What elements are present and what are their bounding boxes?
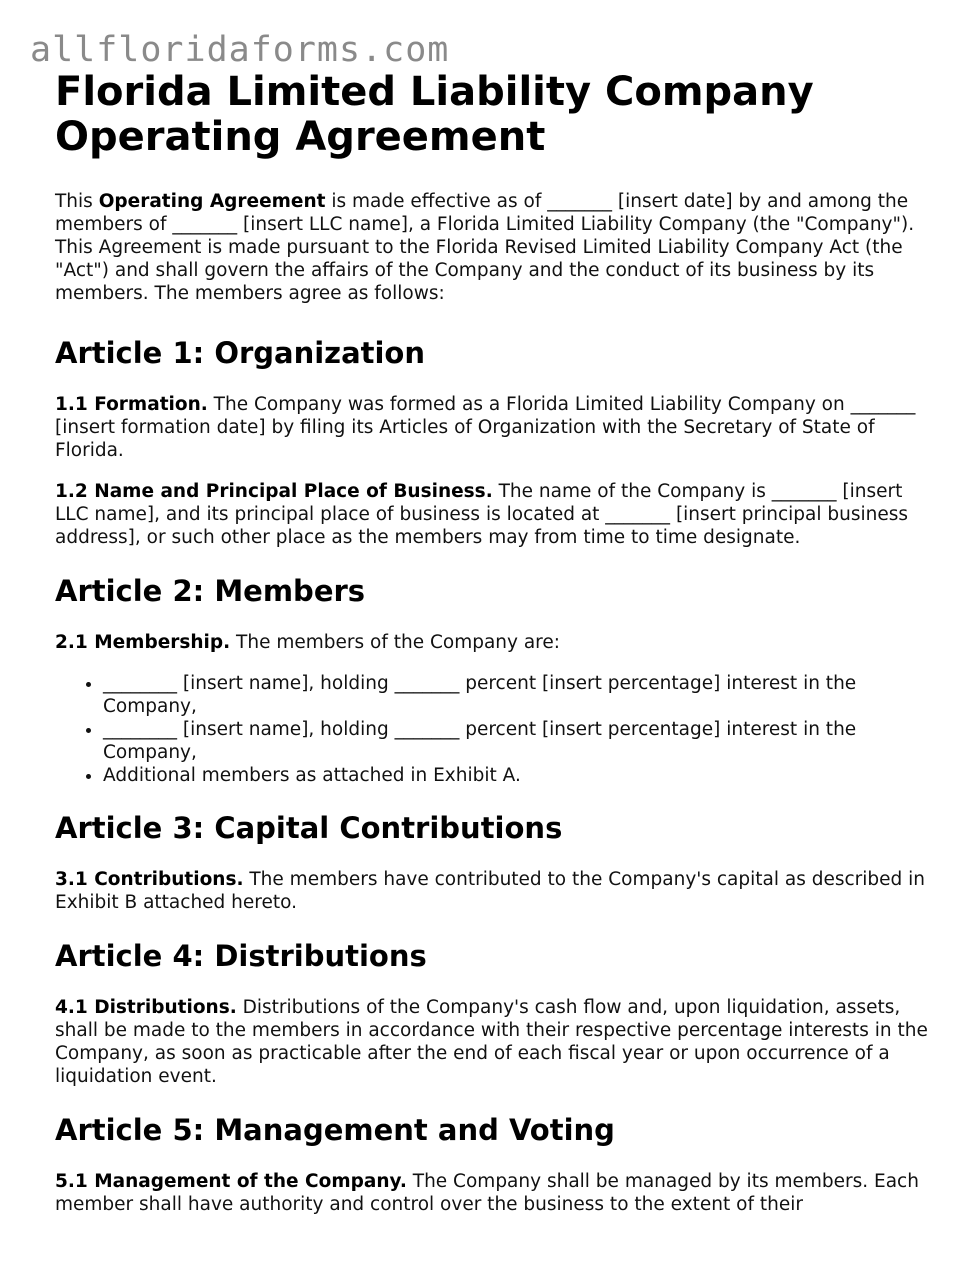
- document-title: Florida Limited Liability Company Operating Agreement: [55, 69, 814, 160]
- section-label: 5.1 Management of the Company.: [55, 1171, 407, 1192]
- list-item: • Additional members as attached in Exhibit A.: [103, 764, 935, 787]
- article-1-heading: Article 1: Organization: [55, 336, 426, 370]
- section-2-1: [55, 631, 935, 654]
- section-label: 1.1 Formation.: [55, 394, 208, 415]
- intro-bold: Operating Agreement: [98, 191, 326, 212]
- section-4-1: [55, 996, 935, 1088]
- section-5-1: [55, 1170, 935, 1216]
- section-3-1: [55, 868, 935, 914]
- article-3-heading: Article 3: Capital Contributions: [55, 811, 563, 845]
- intro-text: is made effective as of _______ [insert date] by and among the members of _______ [insert LLC name], a Florida Limited Liability Company (the "Company"). This Agreement is made pursuant to the Florida Revised Limited Liability Company Act (the "Act") and shall govern the affairs of the Company and the conduct of its business by its members. The members agree as follows:: [55, 191, 915, 304]
- list-item: • ________ [insert name], holding _______ percent [insert percentage] interest in the Company,: [103, 718, 935, 764]
- document-body: [55, 70, 935, 1234]
- members-list: [55, 672, 935, 787]
- section-1-1: [55, 393, 935, 462]
- section-text: The Company shall be managed by its members. Each member shall have authority and control over the business to the extent of their: [55, 1171, 919, 1215]
- article-4-heading: Article 4: Distributions: [55, 939, 427, 973]
- section-label: 2.1 Membership.: [55, 632, 231, 653]
- section-text: The name of the Company is _______ [insert LLC name], and its principal place of business is located at _______ [insert principal business address], or such other place as the members may from time to time designate.: [55, 481, 909, 548]
- section-1-2: [55, 480, 935, 549]
- section-label: 3.1 Contributions.: [55, 869, 244, 890]
- section-text: The members have contributed to the Company's capital as described in Exhibit B attached hereto.: [55, 869, 926, 913]
- section-text: The Company was formed as a Florida Limited Liability Company on _______ [insert formation date] by filing its Articles of Organization with the Secretary of State of Florida.: [55, 394, 916, 461]
- intro-pre: This: [55, 191, 99, 212]
- section-label: 4.1 Distributions.: [55, 997, 237, 1018]
- article-5-heading: Article 5: Management and Voting: [55, 1113, 615, 1147]
- section-text: The members of the Company are:: [230, 632, 560, 653]
- list-item: • ________ [insert name], holding _______ percent [insert percentage] interest in the Company,: [103, 672, 935, 718]
- article-2-heading: Article 2: Members: [55, 574, 366, 608]
- section-text: Distributions of the Company's cash flow and, upon liquidation, assets, shall be made to the members in accordance with their respective percentage interests in the Company, as soon as practicable after the end of each fiscal year or upon occurrence of a liquidation event.: [55, 997, 928, 1087]
- watermark: allfloridaforms.com: [30, 30, 450, 70]
- intro-paragraph: [55, 190, 935, 305]
- section-label: 1.2 Name and Principal Place of Business.: [55, 481, 493, 502]
